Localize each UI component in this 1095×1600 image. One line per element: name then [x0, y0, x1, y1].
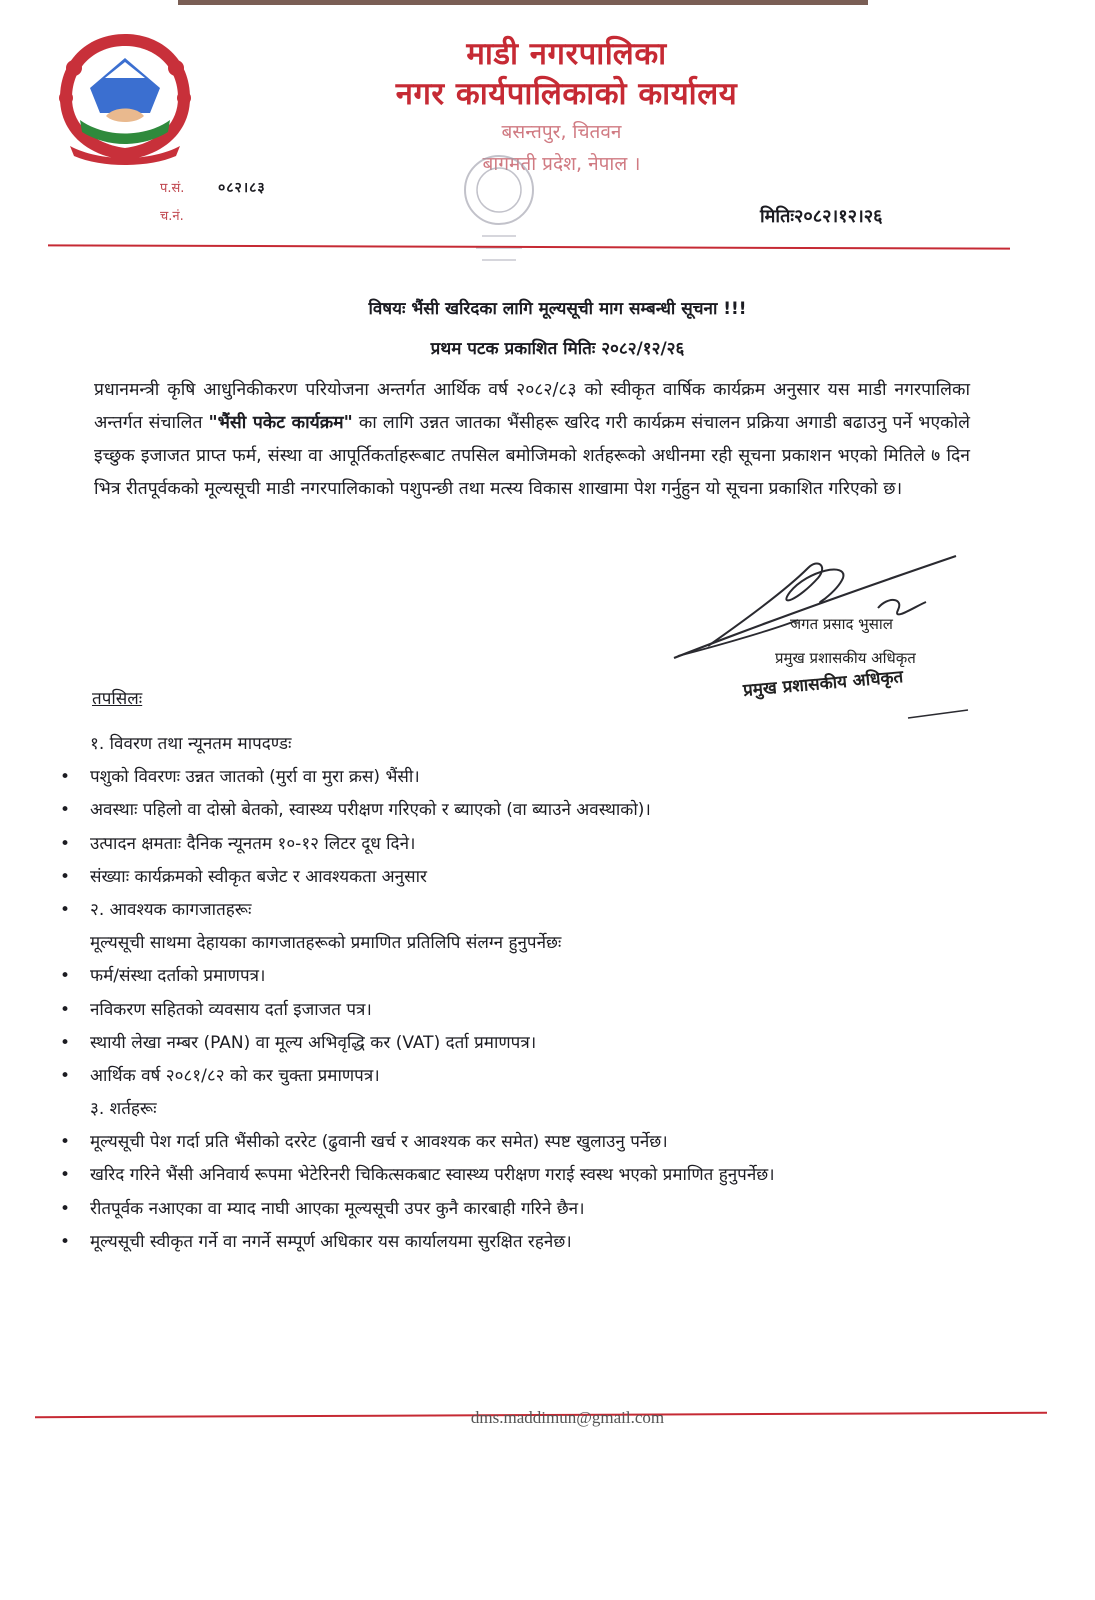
signatory-title: प्रमुख प्रशासकीय अधिकृत	[775, 649, 916, 667]
signatory-name: जगत प्रसाद भुसाल	[790, 615, 893, 633]
list-item: • फर्म/संस्था दर्ताको प्रमाणपत्र।	[58, 960, 1048, 993]
notice-body	[94, 374, 970, 506]
footer-email: dms.maddimun@gmail.com	[470, 1408, 665, 1427]
dispatch-number-label: च.नं.	[160, 209, 184, 224]
section-heading: ३. शर्तहरूः	[90, 1099, 157, 1120]
list-item: • पशुको विवरणः उन्नत जातको (मुर्रा वा मुरा क्रस) भैंसी।	[58, 761, 1048, 794]
list-item: • मूल्यसूची स्वीकृत गर्ने वा नगर्ने सम्पूर्ण अधिकार यस कार्यालयमा सुरक्षित रहनेछ।	[58, 1226, 1048, 1259]
notice-body-text-2: का लागि उन्नत जातका भैंसीहरू खरिद गरी कार्यक्रम संचालन प्रक्रिया अगाडी बढाउनु पर्ने भएकोले इच्छुक इजाजत प्राप्त फर्म, संस्था वा आपूर्तिकर्ताहरूबाट तपसिल बमोजिमको शर्तहरूको अधीनमा रही सूचना प्रकाशन भएको मितिले ७ दिन भित्र रीतपूर्वकको मूल्यसूची माडी नगरपालिकाको पशुपन्छी तथा मत्स्य विकास शाखामा पेश गर्नुहुन यो सूचना प्रकाशित गरिएको छ।	[94, 413, 971, 499]
section-intro: मूल्यसूची साथमा देहायका कागजातहरूको प्रमाणित प्रतिलिपि संलग्न हुनुपर्नेछः	[90, 933, 562, 954]
program-name-bold: "भैंसी पकेट कार्यक्रम"	[208, 413, 353, 433]
office-seal-icon	[452, 148, 546, 278]
top-photo-strip	[178, 0, 868, 5]
signatory-stamp-title: प्रमुख प्रशासकीय अधिकृत	[742, 667, 905, 701]
list-item: • नविकरण सहितको व्यवसाय दर्ता इजाजत पत्र।	[58, 994, 1048, 1027]
list-item: • स्थायी लेखा नम्बर (PAN) वा मूल्य अभिवृद्धि कर (VAT) दर्ता प्रमाणपत्र।	[58, 1027, 1048, 1060]
office-address-line-2: बागमती प्रदेश, नेपाल ।	[482, 153, 641, 175]
details-list	[58, 728, 1048, 1259]
letter-date: मितिः२०८२।१२।२६	[760, 206, 883, 227]
notice-subject: विषयः भैंसी खरिदका लागि मूल्यसूची माग सम्बन्धी सूचना !!!	[368, 299, 747, 319]
office-name-secondary: नगर कार्यपालिकाको कार्यालय	[395, 76, 738, 112]
office-name-primary: माडी नगरपालिका	[466, 36, 667, 72]
section-heading: • २. आवश्यक कागजातहरूः	[58, 894, 1048, 927]
list-item: • संख्याः कार्यक्रमको स्वीकृत बजेट र आवश्यकता अनुसार	[58, 861, 1048, 894]
details-heading: तपसिलः	[92, 689, 143, 709]
reference-number-value: ०८२।८३	[218, 180, 266, 196]
first-published-date: प्रथम पटक प्रकाशित मितिः २०८२/१२/२६	[430, 339, 685, 359]
list-item: • आर्थिक वर्ष २०८१/८२ को कर चुक्ता प्रमाणपत्र।	[58, 1060, 1048, 1093]
reference-number-label: प.सं.	[160, 181, 185, 196]
list-item: • रीतपूर्वक नआएका वा म्याद नाघी आएका मूल्यसूची उपर कुनै कारबाही गरिने छैन।	[58, 1193, 1048, 1226]
list-item: • उत्पादन क्षमताः दैनिक न्यूनतम १०-१२ लिटर दूध दिने।	[58, 828, 1048, 861]
notice-body-text-1: प्रधानमन्त्री कृषि आधुनिकीकरण परियोजना अन्तर्गत आर्थिक वर्ष २०८२/८३ को स्वीकृत वार्षिक कार्यक्रम अनुसार यस माडी नगरपालिका अन्तर्गत संचालित	[94, 380, 970, 433]
list-item: • खरिद गरिने भैंसी अनिवार्य रूपमा भेटेरिनरी चिकित्सकबाट स्वास्थ्य परीक्षण गराई स्वस्थ भएको प्रमाणित हुनुपर्नेछ।	[58, 1159, 1048, 1192]
office-address-line-1: बसन्तपुर, चितवन	[501, 121, 622, 143]
list-item: • अवस्थाः पहिलो वा दोस्रो बेतको, स्वास्थ्य परीक्षण गरिएको र ब्याएको (वा ब्याउने अवस्थाको)।	[58, 794, 1048, 827]
list-item: • मूल्यसूची पेश गर्दा प्रति भैंसीको दररेट (ढुवानी खर्च र आवश्यक कर समेत) स्पष्ट खुलाउनु पर्नेछ।	[58, 1126, 1048, 1159]
signature-scribble	[668, 548, 988, 738]
section-heading: १. विवरण तथा न्यूनतम मापदण्डः	[90, 734, 292, 754]
